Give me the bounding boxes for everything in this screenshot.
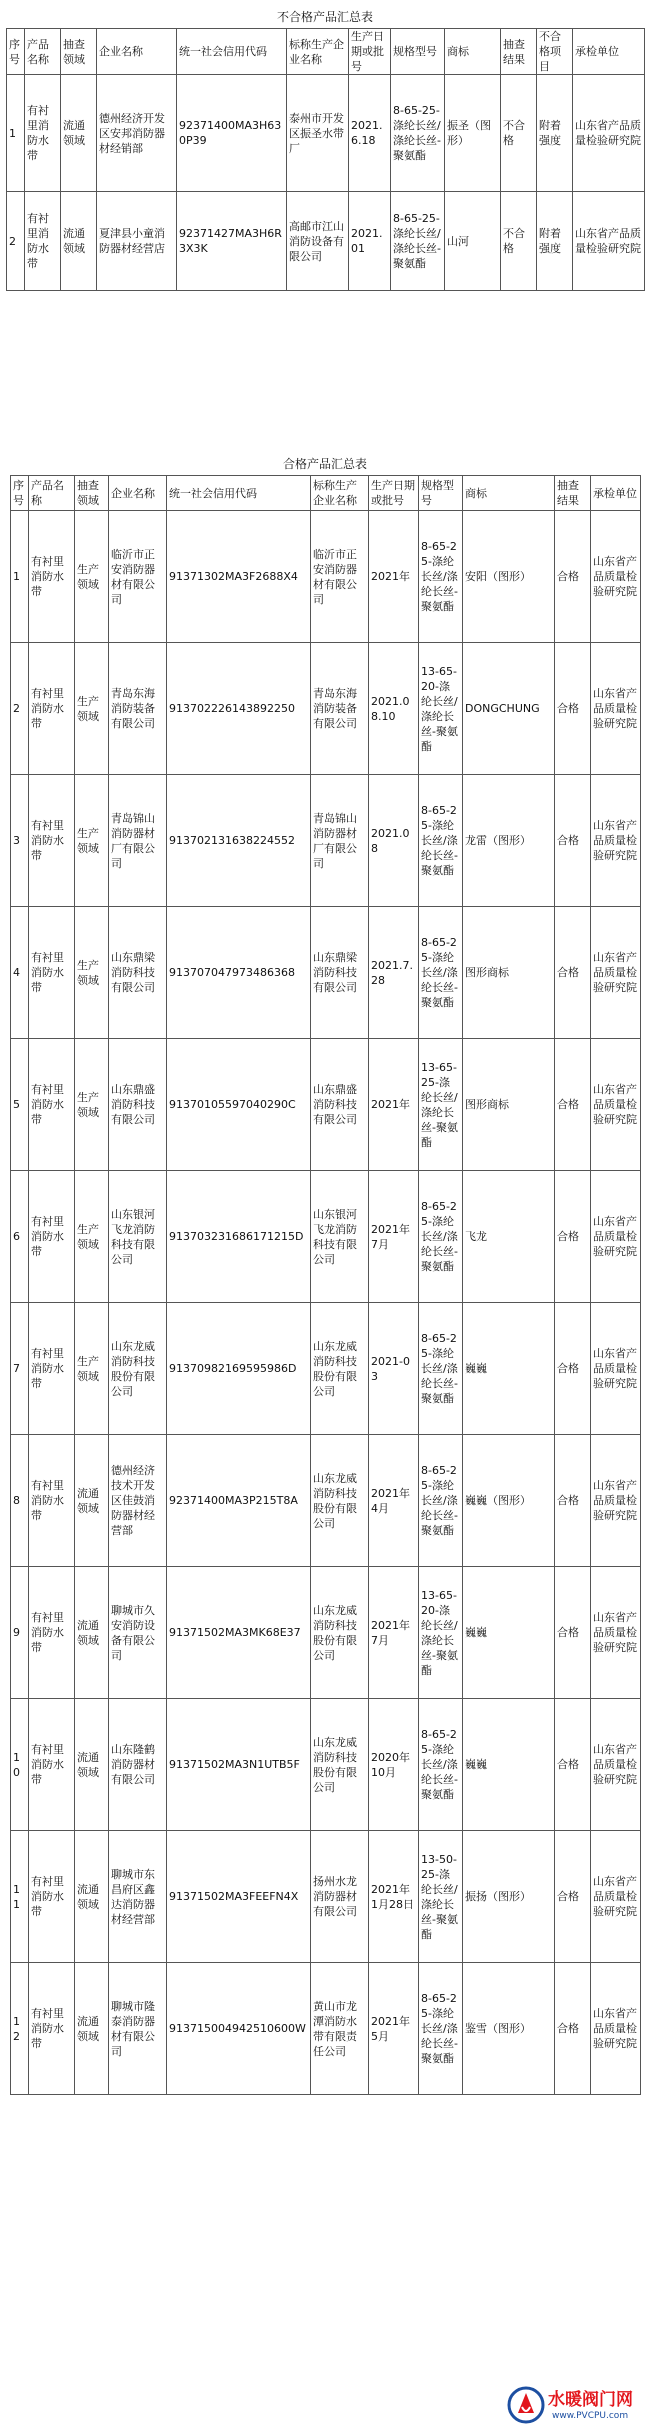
table-cell: 合格: [555, 907, 591, 1039]
table-cell: 8-65-25-涤纶长丝/涤纶长丝-聚氨酯: [419, 1699, 463, 1831]
table-row: [11, 907, 641, 1039]
table-cell: 山东省产品质量检验研究院: [591, 1171, 641, 1303]
table-cell: 流通领域: [61, 192, 97, 291]
table-cell: 安阳（图形）: [463, 511, 555, 643]
table-cell: 2021-03: [369, 1303, 419, 1435]
table-cell: 青岛东海消防装备有限公司: [311, 643, 369, 775]
header-cell: 规格型号: [391, 29, 445, 75]
table-cell: 合格: [555, 1171, 591, 1303]
table-cell: 9: [11, 1567, 29, 1699]
header-cell: 统一社会信用代码: [167, 476, 311, 511]
table-cell: 913703231686171215D: [167, 1171, 311, 1303]
table-cell: 流通领域: [75, 1567, 109, 1699]
table-cell: 巍巍（图形）: [463, 1435, 555, 1567]
header-cell: 规格型号: [419, 476, 463, 511]
header-cell: 生产日期或批号: [349, 29, 391, 75]
table-row: [11, 775, 641, 907]
table-row: [11, 1567, 641, 1699]
table-cell: 92371400MA3P215T8A: [167, 1435, 311, 1567]
table-cell: 临沂市正安消防器材有限公司: [109, 511, 167, 643]
table-row: [11, 1171, 641, 1303]
table-cell: 聊城市东昌府区鑫达消防器材经营部: [109, 1831, 167, 1963]
table-cell: 6: [11, 1171, 29, 1303]
header-cell: 产品名称: [29, 476, 75, 511]
table-cell: 合格: [555, 511, 591, 643]
table-cell: 合格: [555, 1963, 591, 2095]
table-cell: 2021.01: [349, 192, 391, 291]
table-cell: 2021.08: [369, 775, 419, 907]
table-cell: 山东隆鹤消防器材有限公司: [109, 1699, 167, 1831]
site-logo-icon: [506, 2385, 546, 2425]
table-cell: 山东龙威消防科技股份有限公司: [311, 1303, 369, 1435]
table-cell: 2021年5月: [369, 1963, 419, 2095]
table-cell: 有衬里消防水带: [29, 907, 75, 1039]
table-cell: 高邮市江山消防设备有限公司: [287, 192, 349, 291]
table-cell: 2021年1月28日: [369, 1831, 419, 1963]
table-cell: 91370105597040290C: [167, 1039, 311, 1171]
table-cell: 2020年10月: [369, 1699, 419, 1831]
table-cell: 山东省产品质量检验研究院: [591, 643, 641, 775]
table-cell: 山东鼎梁消防科技有限公司: [311, 907, 369, 1039]
table-cell: 青岛东海消防装备有限公司: [109, 643, 167, 775]
table-cell: 2021年: [369, 511, 419, 643]
table-cell: 2021年7月: [369, 1171, 419, 1303]
table-cell: 山东省产品质量检验研究院: [591, 1303, 641, 1435]
site-watermark: [504, 2383, 644, 2429]
table-cell: 有衬里消防水带: [29, 1699, 75, 1831]
table-row: [7, 192, 645, 291]
table-cell: 合格: [555, 1699, 591, 1831]
table-cell: 夏津县小童消防器材经营店: [97, 192, 177, 291]
table-cell: 生产领域: [75, 643, 109, 775]
table-cell: 扬州水龙消防器材有限公司: [311, 1831, 369, 1963]
table-cell: 913707047973486368: [167, 907, 311, 1039]
table-header-row: [7, 29, 645, 75]
header-cell: 抽查结果: [555, 476, 591, 511]
table-cell: 聊城市隆泰消防器材有限公司: [109, 1963, 167, 2095]
table-cell: 2021年4月: [369, 1435, 419, 1567]
table-cell: 山东省产品质量检验研究院: [573, 75, 645, 192]
table-cell: 8-65-25-涤纶长丝/涤纶长丝-聚氨酯: [419, 775, 463, 907]
table-cell: 飞龙: [463, 1171, 555, 1303]
header-cell: 商标: [445, 29, 501, 75]
table-cell: 13-65-25-涤纶长丝/涤纶长丝-聚氨酯: [419, 1039, 463, 1171]
table-cell: 流通领域: [75, 1435, 109, 1567]
table-cell: 德州经济开发区安邦消防器材经销部: [97, 75, 177, 192]
table-cell: 不合格: [501, 192, 537, 291]
table-cell: 山东银河飞龙消防科技有限公司: [109, 1171, 167, 1303]
header-cell: 抽查领域: [75, 476, 109, 511]
table-cell: 聊城市久安消防设备有限公司: [109, 1567, 167, 1699]
table-cell: 生产领域: [75, 1171, 109, 1303]
table-cell: 2021年: [369, 1039, 419, 1171]
header-cell: 抽查领域: [61, 29, 97, 75]
table-cell: 合格: [555, 643, 591, 775]
table-cell: 生产领域: [75, 907, 109, 1039]
table-cell: 青岛锦山消防器材厂有限公司: [109, 775, 167, 907]
table-cell: 山东鼎梁消防科技有限公司: [109, 907, 167, 1039]
table-row: [11, 1831, 641, 1963]
table-cell: 4: [11, 907, 29, 1039]
table-cell: 8-65-25-涤纶长丝/涤纶长丝-聚氨酯: [419, 907, 463, 1039]
header-cell: 企业名称: [109, 476, 167, 511]
unqualified-table: [6, 28, 645, 291]
table-cell: 山东龙威消防科技股份有限公司: [311, 1699, 369, 1831]
table-cell: 12: [11, 1963, 29, 2095]
table-cell: 有衬里消防水带: [25, 192, 61, 291]
table-cell: 13-50-25-涤纶长丝/涤纶长丝-聚氨酯: [419, 1831, 463, 1963]
table-cell: 有衬里消防水带: [29, 1567, 75, 1699]
header-cell: 承检单位: [591, 476, 641, 511]
table-cell: 有衬里消防水带: [29, 1303, 75, 1435]
table-cell: 8-65-25-涤纶长丝/涤纶长丝-聚氨酯: [419, 511, 463, 643]
table-cell: 合格: [555, 1303, 591, 1435]
table-header-row: [11, 476, 641, 511]
table-cell: 巍巍: [463, 1303, 555, 1435]
table-cell: 临沂市正安消防器材有限公司: [311, 511, 369, 643]
unqualified-table-title: 不合格产品汇总表: [276, 10, 373, 24]
header-cell: 标称生产企业名称: [311, 476, 369, 511]
table-cell: 附着强度: [537, 75, 573, 192]
table-cell: 92371400MA3H630P39: [177, 75, 287, 192]
table-cell: 91371502MA3FEEFN4X: [167, 1831, 311, 1963]
header-cell: 企业名称: [97, 29, 177, 75]
header-cell: 商标: [463, 476, 555, 511]
table-cell: 8-65-25-涤纶长丝/涤纶长丝-聚氨酯: [419, 1963, 463, 2095]
table-cell: 2021.7.28: [369, 907, 419, 1039]
table-cell: 泰州市开发区振圣水带厂: [287, 75, 349, 192]
table-cell: 巍巍: [463, 1567, 555, 1699]
table-cell: 3: [11, 775, 29, 907]
table-cell: 2021年7月: [369, 1567, 419, 1699]
table-cell: 巍巍: [463, 1699, 555, 1831]
table-cell: 1: [7, 75, 25, 192]
table-cell: 合格: [555, 1039, 591, 1171]
table-cell: 有衬里消防水带: [29, 643, 75, 775]
header-cell: 生产日期或批号: [369, 476, 419, 511]
table-cell: 流通领域: [75, 1699, 109, 1831]
table-cell: 合格: [555, 1435, 591, 1567]
table-cell: 913702226143892250: [167, 643, 311, 775]
table-cell: 10: [11, 1699, 29, 1831]
table-cell: 2: [7, 192, 25, 291]
table-row: [11, 1699, 641, 1831]
table-cell: 德州经济技术开发区佳鼓消防器材经营部: [109, 1435, 167, 1567]
table-cell: 8-65-25-涤纶长丝/涤纶长丝-聚氨酯: [419, 1303, 463, 1435]
table-cell: 山河: [445, 192, 501, 291]
header-cell: 标称生产企业名称: [287, 29, 349, 75]
header-cell: 产品名称: [25, 29, 61, 75]
table-cell: 91371502MA3N1UTB5F: [167, 1699, 311, 1831]
header-cell: 承检单位: [573, 29, 645, 75]
site-name: 水暖阀门网: [548, 2390, 633, 2410]
table-cell: 山东省产品质量检验研究院: [573, 192, 645, 291]
table-cell: 8: [11, 1435, 29, 1567]
table-cell: 流通领域: [75, 1963, 109, 2095]
table-cell: 不合格: [501, 75, 537, 192]
table-cell: 5: [11, 1039, 29, 1171]
table-cell: 山东省产品质量检验研究院: [591, 907, 641, 1039]
table-cell: 青岛锦山消防器材厂有限公司: [311, 775, 369, 907]
table-row: [11, 1039, 641, 1171]
table-cell: 有衬里消防水带: [29, 1963, 75, 2095]
table-cell: 913715004942510600W: [167, 1963, 311, 2095]
table-cell: 8-65-25-涤纶长丝/涤纶长丝-聚氨酯: [419, 1435, 463, 1567]
table-cell: 图形商标: [463, 907, 555, 1039]
qualified-table-title: 合格产品汇总表: [282, 457, 367, 471]
table-cell: 8-65-25-涤纶长丝/涤纶长丝-聚氨酯: [419, 1171, 463, 1303]
table-cell: 合格: [555, 1831, 591, 1963]
table-cell: 8-65-25-涤纶长丝/涤纶长丝-聚氨酯: [391, 75, 445, 192]
site-url: www.PVCPU.com: [552, 2411, 629, 2421]
table-cell: 2: [11, 643, 29, 775]
table-cell: 振圣（图形）: [445, 75, 501, 192]
table-cell: 有衬里消防水带: [29, 1039, 75, 1171]
table-cell: 7: [11, 1303, 29, 1435]
table-cell: 有衬里消防水带: [25, 75, 61, 192]
table-cell: 山东省产品质量检验研究院: [591, 1963, 641, 2095]
table-row: [11, 1435, 641, 1567]
table-cell: 91371502MA3MK68E37: [167, 1567, 311, 1699]
qualified-table: [10, 475, 641, 2095]
table-row: [11, 511, 641, 643]
table-cell: 生产领域: [75, 1303, 109, 1435]
header-cell: 不合格项目: [537, 29, 573, 75]
table-cell: 黄山市龙潭消防水带有限责任公司: [311, 1963, 369, 2095]
table-cell: 山东省产品质量检验研究院: [591, 511, 641, 643]
table-cell: 振扬（图形）: [463, 1831, 555, 1963]
table-cell: 13-65-20-涤纶长丝/涤纶长丝-聚氨酯: [419, 643, 463, 775]
table-cell: 生产领域: [75, 1039, 109, 1171]
table-cell: 有衬里消防水带: [29, 511, 75, 643]
table-cell: 有衬里消防水带: [29, 1831, 75, 1963]
table-row: [7, 75, 645, 192]
table-cell: 流通领域: [75, 1831, 109, 1963]
table-cell: 1: [11, 511, 29, 643]
table-cell: 附着强度: [537, 192, 573, 291]
table-cell: 合格: [555, 775, 591, 907]
table-cell: 913702131638224552: [167, 775, 311, 907]
table-cell: 有衬里消防水带: [29, 1435, 75, 1567]
table-cell: 山东银河飞龙消防科技有限公司: [311, 1171, 369, 1303]
table-cell: 山东省产品质量检验研究院: [591, 1039, 641, 1171]
table-cell: 92371427MA3H6R3X3K: [177, 192, 287, 291]
header-cell: 序号: [11, 476, 29, 511]
table-cell: 2021.08.10: [369, 643, 419, 775]
header-cell: 抽查结果: [501, 29, 537, 75]
table-cell: 山东鼎盛消防科技有限公司: [109, 1039, 167, 1171]
table-cell: 有衬里消防水带: [29, 775, 75, 907]
table-cell: 山东省产品质量检验研究院: [591, 1567, 641, 1699]
table-cell: 山东龙威消防科技股份有限公司: [109, 1303, 167, 1435]
table-cell: 山东省产品质量检验研究院: [591, 775, 641, 907]
table-cell: 鉴雪（图形）: [463, 1963, 555, 2095]
table-cell: 图形商标: [463, 1039, 555, 1171]
table-cell: 龙雷（图形）: [463, 775, 555, 907]
table-cell: 8-65-25-涤纶长丝/涤纶长丝-聚氨酯: [391, 192, 445, 291]
table-cell: 山东龙威消防科技股份有限公司: [311, 1567, 369, 1699]
table-cell: 山东龙威消防科技股份有限公司: [311, 1435, 369, 1567]
table-cell: DONGCHUNG: [463, 643, 555, 775]
header-cell: 序号: [7, 29, 25, 75]
table-cell: 山东省产品质量检验研究院: [591, 1831, 641, 1963]
table-cell: 生产领域: [75, 775, 109, 907]
table-cell: 91371302MA3F2688X4: [167, 511, 311, 643]
table-row: [11, 1303, 641, 1435]
table-row: [11, 643, 641, 775]
table-cell: 11: [11, 1831, 29, 1963]
table-cell: 山东鼎盛消防科技有限公司: [311, 1039, 369, 1171]
table-cell: 山东省产品质量检验研究院: [591, 1435, 641, 1567]
header-cell: 统一社会信用代码: [177, 29, 287, 75]
table-cell: 13-65-20-涤纶长丝/涤纶长丝-聚氨酯: [419, 1567, 463, 1699]
table-cell: 合格: [555, 1567, 591, 1699]
table-cell: 流通领域: [61, 75, 97, 192]
table-cell: 91370982169595986D: [167, 1303, 311, 1435]
table-cell: 生产领域: [75, 511, 109, 643]
table-cell: 山东省产品质量检验研究院: [591, 1699, 641, 1831]
table-cell: 2021.6.18: [349, 75, 391, 192]
table-cell: 有衬里消防水带: [29, 1171, 75, 1303]
table-row: [11, 1963, 641, 2095]
